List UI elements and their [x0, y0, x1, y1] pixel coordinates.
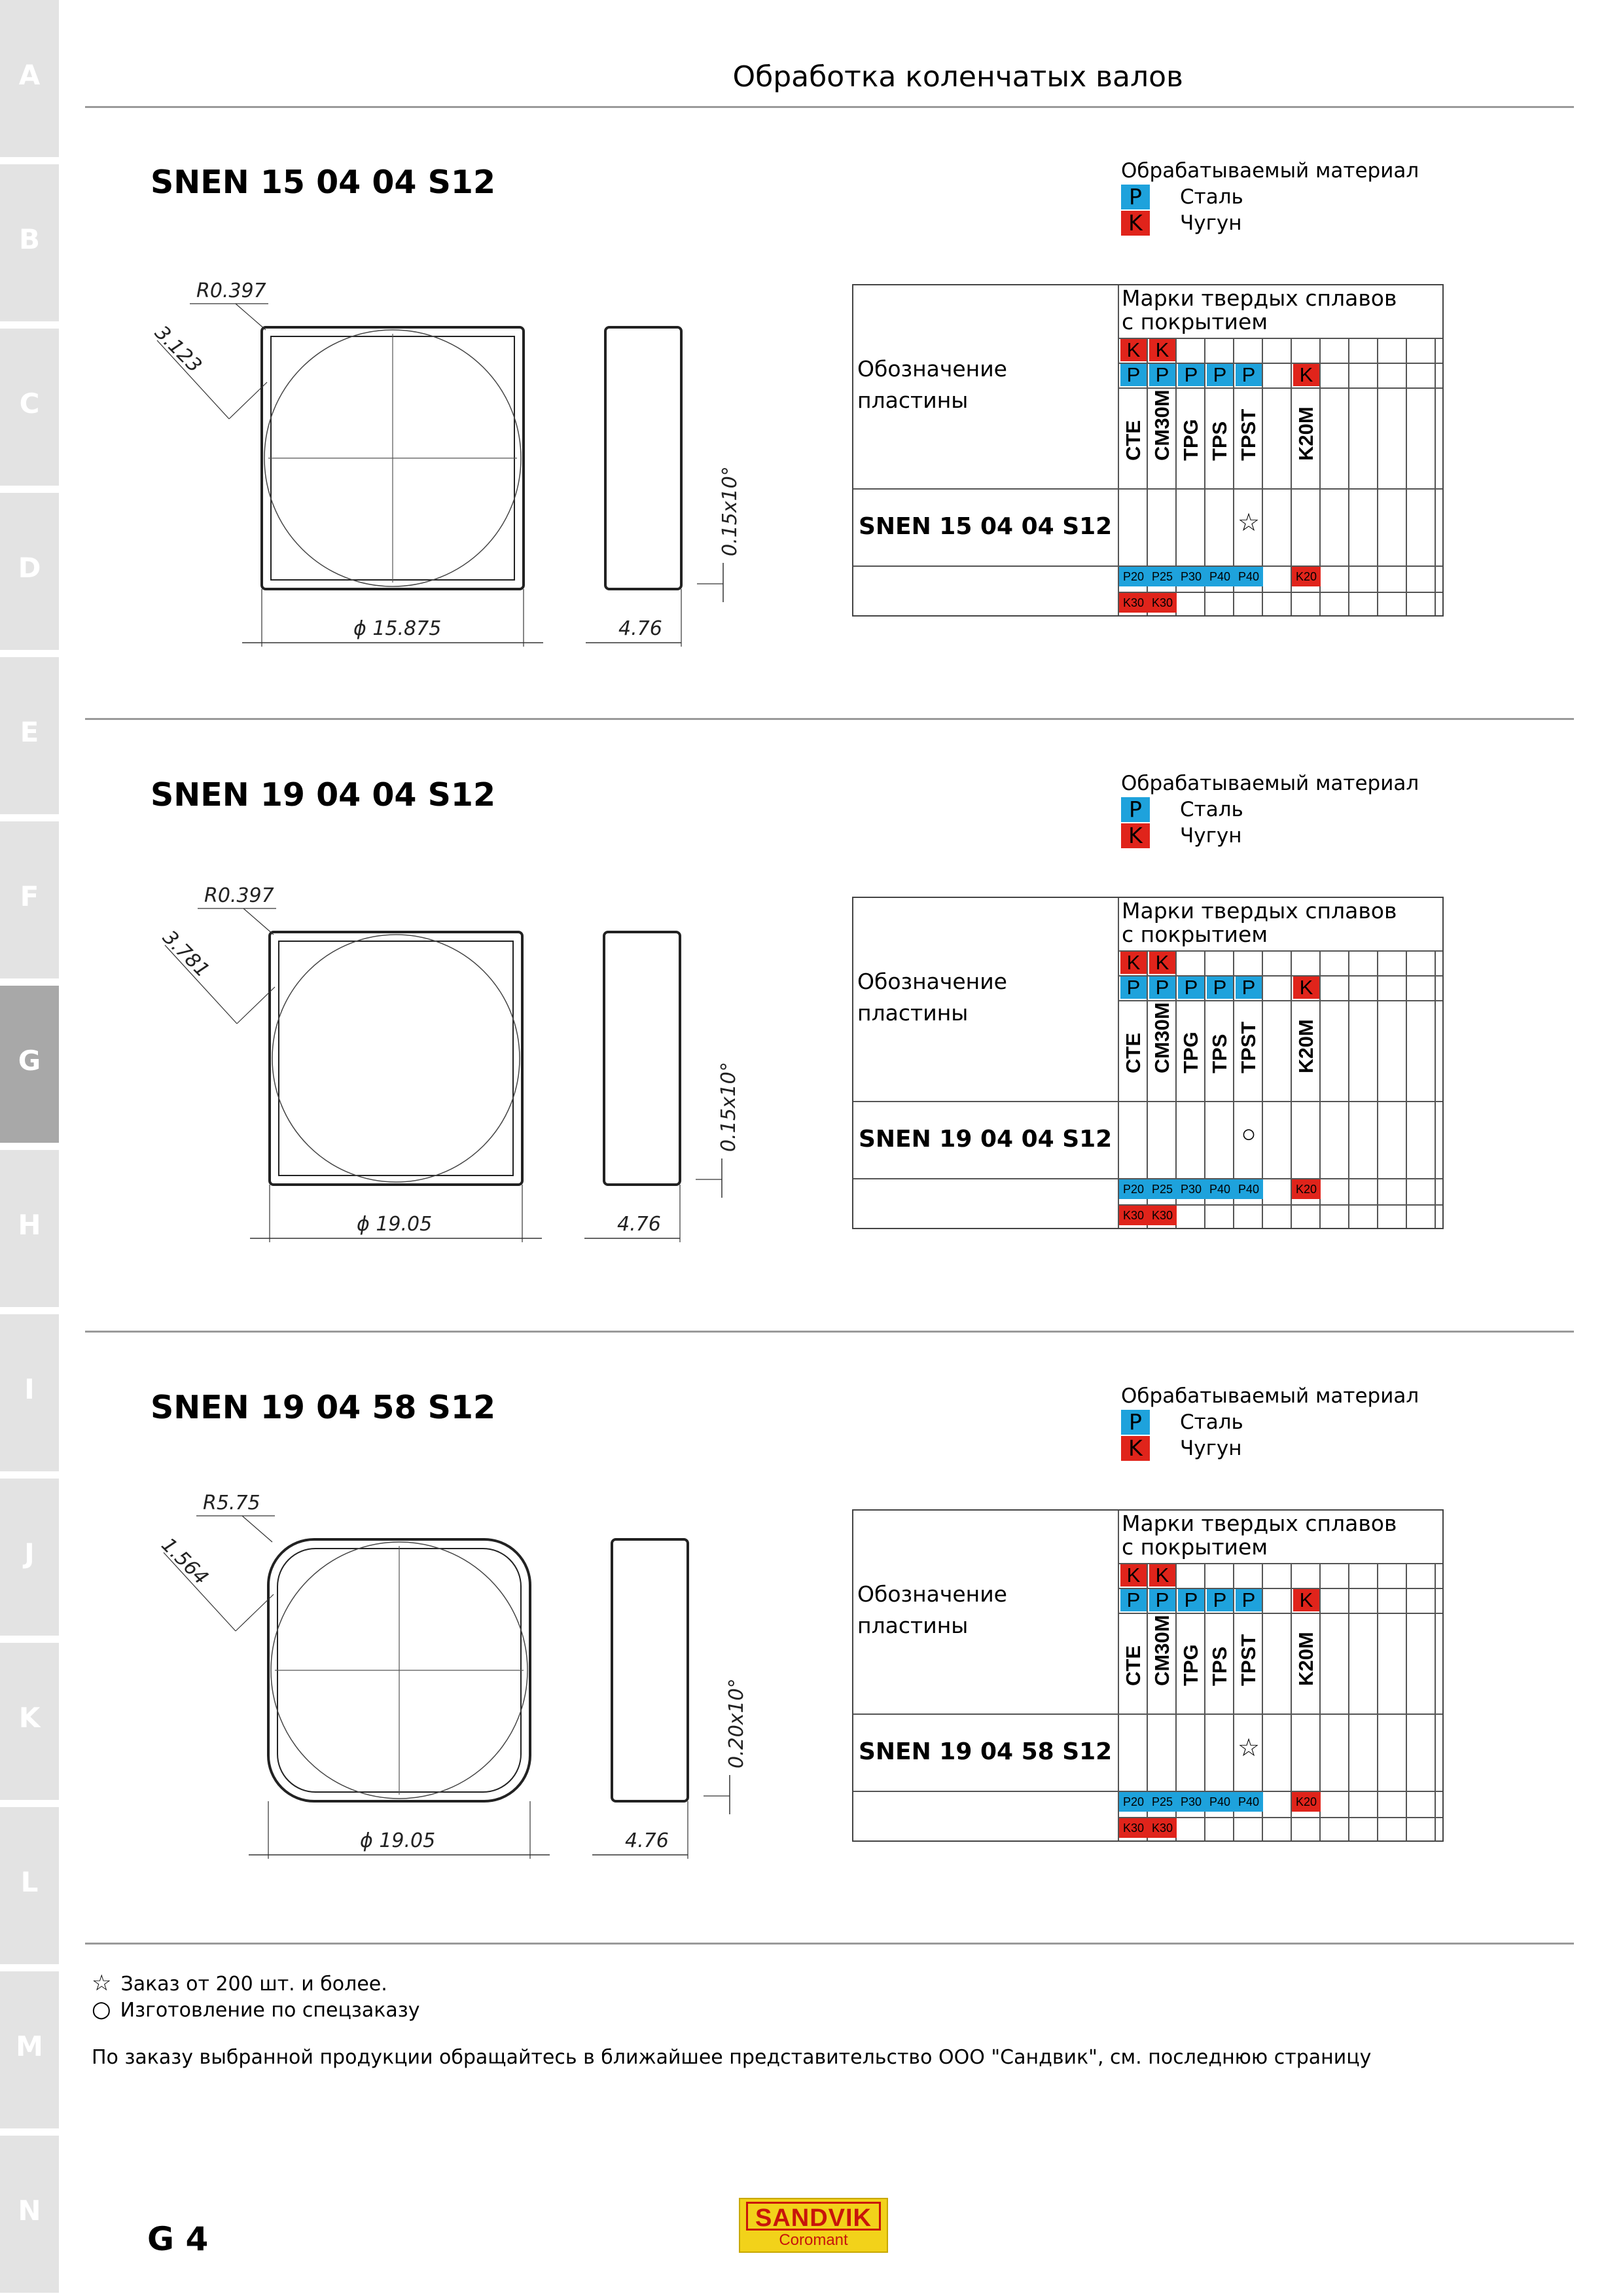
grade-name [1205, 386, 1234, 484]
grade-iso-badge: P [1120, 977, 1147, 999]
grade-iso-badge: P [1178, 977, 1204, 999]
grade-iso-badge: P [1120, 1589, 1147, 1611]
insert-code: SNEN 15 04 04 S12 [859, 513, 1113, 540]
legend-item [1121, 184, 1419, 210]
radius-leader [243, 908, 274, 935]
grade-name-text: CTE [1122, 1645, 1145, 1686]
insert-code: SNEN 19 04 04 S12 [859, 1126, 1113, 1153]
designation-label: пластины [857, 387, 969, 413]
iso-range-p: P25 [1148, 1792, 1177, 1812]
insert-side-view [612, 1539, 688, 1801]
radius-leader [236, 304, 266, 330]
legend-item [1121, 1435, 1419, 1462]
table-rule [1377, 338, 1378, 615]
tab-l[interactable]: L [0, 1807, 59, 1964]
insert-code: SNEN 19 04 58 S12 [859, 1738, 1113, 1765]
diameter-dim: ϕ 15.875 [353, 617, 442, 640]
grade-name-text: TPST [1237, 408, 1260, 461]
grade-name [1292, 386, 1321, 484]
edge-dim: 0.15x10° [719, 466, 741, 556]
iso-range-k: K30 [1119, 593, 1148, 613]
material-code-badge: P [1121, 1410, 1150, 1435]
tab-m[interactable]: M [0, 1971, 59, 2128]
legend-item [1121, 823, 1419, 849]
grades-header: Марки твердых сплавов [1122, 898, 1397, 924]
footnote-star [92, 1970, 387, 1996]
iso-range-p: K20 [1292, 567, 1321, 586]
table-rule [1406, 950, 1407, 1228]
page-number: G 4 [147, 2220, 209, 2258]
logo-subtext: Coromant [779, 2231, 848, 2249]
diameter-dim: ϕ 19.05 [357, 1213, 433, 1236]
material-label: Сталь [1180, 185, 1243, 209]
designation-label: Обозначение [857, 1581, 1007, 1607]
grade-name [1177, 386, 1205, 484]
material-legend [1121, 770, 1419, 849]
legend-title: Обрабатываемый материал [1121, 772, 1419, 795]
tab-h[interactable]: H [0, 1150, 59, 1307]
material-label: Сталь [1180, 1410, 1243, 1434]
insert-inner-outline [279, 941, 513, 1175]
iso-range-k: K30 [1119, 1206, 1148, 1225]
material-label: Сталь [1180, 798, 1243, 821]
table-rule [1435, 338, 1436, 615]
insert-side-view [605, 327, 681, 589]
grade-iso-badge: P [1120, 364, 1147, 386]
tab-i[interactable]: I [0, 1314, 59, 1471]
grade-name-text: TPG [1179, 1031, 1202, 1073]
table-rule [1348, 338, 1349, 615]
designation-label: Обозначение [857, 356, 1007, 382]
grade-iso-badge: P [1207, 1589, 1233, 1611]
legend-item [1121, 1409, 1419, 1435]
table-rule [1377, 950, 1378, 1228]
grade-k-badge: K [1120, 952, 1147, 974]
table-rule [853, 1101, 1442, 1102]
insert-outline [270, 932, 522, 1185]
legend-title: Обрабатываемый материал [1121, 159, 1419, 183]
table-rule [853, 488, 1442, 490]
grade-name-text: TPS [1208, 1646, 1231, 1686]
grades-header: с покрытием [1122, 922, 1268, 947]
grade-name-text: TPST [1237, 1634, 1260, 1686]
table-rule [1406, 338, 1407, 615]
grade-name-text: K20M [1294, 1632, 1317, 1686]
insert-side-view [604, 932, 680, 1185]
iso-range-k: K30 [1148, 1206, 1177, 1225]
iso-range-p: P40 [1205, 1179, 1234, 1199]
material-code-badge: K [1121, 1436, 1150, 1461]
page-title: Обработка коленчатых валов [732, 60, 1183, 94]
table-rule [1435, 1563, 1436, 1840]
tab-k[interactable]: K [0, 1643, 59, 1800]
grade-name [1119, 999, 1148, 1097]
grade-name [1148, 386, 1177, 484]
iso-range-p: P20 [1119, 1792, 1148, 1812]
grade-iso-badge: P [1149, 977, 1175, 999]
chamfer-dim: 1.564 [156, 1533, 213, 1590]
tab-b[interactable]: B [0, 164, 59, 321]
iso-range-p: P30 [1177, 1179, 1205, 1199]
star-icon: ☆ [92, 1970, 112, 1996]
iso-range-p: K20 [1292, 1792, 1321, 1812]
material-code-badge: P [1121, 185, 1150, 209]
grade-k-badge: K [1120, 339, 1147, 361]
grade-k-badge: K [1149, 339, 1175, 361]
grade-name [1292, 1611, 1321, 1710]
grade-name-text: K20M [1294, 1019, 1317, 1073]
grade-table [852, 284, 1444, 617]
iso-range-k: K30 [1148, 1818, 1177, 1838]
table-rule [853, 1713, 1442, 1715]
sandvik-logo [739, 2198, 888, 2253]
grade-iso-badge: P [1178, 364, 1204, 386]
iso-range-p: P20 [1119, 1179, 1148, 1199]
edge-dim: 0.15x10° [717, 1062, 740, 1152]
chamfer-dim: 3.123 [150, 321, 206, 378]
diameter-dim: ϕ 19.05 [360, 1829, 436, 1852]
radius-dim: R0.397 [204, 884, 274, 907]
grade-name [1205, 1611, 1234, 1710]
table-rule [1406, 1563, 1407, 1840]
material-code-badge: P [1121, 797, 1150, 822]
material-code-badge: K [1121, 211, 1150, 236]
grade-k-badge: K [1120, 1564, 1147, 1587]
grade-table [852, 897, 1444, 1229]
footnote-star-text: Заказ от 200 шт. и более. [120, 1973, 387, 1996]
iso-range-p: P20 [1119, 567, 1148, 586]
grade-name-text: TPS [1208, 1033, 1231, 1073]
grade-name-text: TPST [1237, 1021, 1260, 1073]
grade-iso-badge: P [1236, 977, 1262, 999]
grade-name [1234, 386, 1263, 484]
grade-k-badge: K [1149, 1564, 1175, 1587]
grade-name [1234, 999, 1263, 1097]
material-legend [1121, 1383, 1419, 1462]
iso-range-p: P40 [1234, 1792, 1263, 1812]
grade-name-text: CM30M [1150, 1615, 1173, 1686]
logo-text: SANDVIK [746, 2202, 881, 2231]
insert-title: SNEN 15 04 04 S12 [151, 164, 496, 201]
grade-table [852, 1509, 1444, 1842]
grades-header: с покрытием [1122, 1534, 1268, 1560]
header-divider [85, 106, 1574, 108]
thickness-dim: 4.76 [625, 1829, 669, 1852]
iso-range-p: P40 [1234, 567, 1263, 586]
table-rule [1377, 1563, 1378, 1840]
grade-name [1234, 1611, 1263, 1710]
grade-iso-badge: P [1207, 364, 1233, 386]
grade-name [1177, 1611, 1205, 1710]
availability-symbol: ☆ [1237, 509, 1260, 537]
material-legend [1121, 158, 1419, 236]
designation-label: пластины [857, 1613, 969, 1638]
iso-range-p: P40 [1205, 1792, 1234, 1812]
thickness-dim: 4.76 [618, 617, 662, 640]
grade-name-text: CM30M [1150, 1002, 1173, 1073]
radius-dim: R5.75 [203, 1492, 260, 1515]
grade-iso-badge: P [1149, 1589, 1175, 1611]
grade-iso-badge: K [1293, 364, 1319, 386]
iso-range-p: K20 [1292, 1179, 1321, 1199]
grades-header: Марки твердых сплавов [1122, 1511, 1397, 1536]
insert-title: SNEN 19 04 58 S12 [151, 1389, 496, 1426]
grade-name [1148, 1611, 1177, 1710]
grade-name-text: TPS [1208, 421, 1231, 461]
grade-name [1119, 386, 1148, 484]
grade-name-text: CM30M [1150, 389, 1173, 461]
designation-label: Обозначение [857, 969, 1007, 994]
iso-range-p: P25 [1148, 1179, 1177, 1199]
grade-name-text: TPG [1179, 1644, 1202, 1686]
circle-icon: ○ [92, 1996, 111, 2022]
legend-title: Обрабатываемый материал [1121, 1384, 1419, 1408]
table-rule [1348, 1563, 1349, 1840]
designation-label: пластины [857, 1000, 969, 1026]
inscribed-circle [272, 935, 520, 1182]
grade-name [1148, 999, 1177, 1097]
iso-range-k: K30 [1148, 593, 1177, 613]
order-note: По заказу выбранной продукции обращайтесь в ближайшее представительство ООО "Сандвик", см. последнюю страницу [92, 2046, 1372, 2069]
grade-iso-badge: P [1207, 977, 1233, 999]
table-rule [1435, 950, 1436, 1228]
tab-e[interactable]: E [0, 657, 59, 814]
material-label: Чугун [1180, 1437, 1242, 1460]
grade-iso-badge: P [1178, 1589, 1204, 1611]
legend-item [1121, 797, 1419, 823]
legend-item [1121, 210, 1419, 236]
grade-iso-badge: P [1236, 1589, 1262, 1611]
availability-symbol: ☆ [1237, 1734, 1260, 1762]
availability-symbol: ○ [1241, 1121, 1257, 1148]
iso-range-p: P30 [1177, 1792, 1205, 1812]
radius-leader [242, 1516, 272, 1542]
insert-title: SNEN 19 04 04 S12 [151, 776, 496, 814]
grade-iso-badge: P [1236, 364, 1262, 386]
grade-name-text: CTE [1122, 420, 1145, 461]
grade-name-text: TPG [1179, 419, 1202, 461]
table-rule [1348, 950, 1349, 1228]
grade-k-badge: K [1149, 952, 1175, 974]
footnote-circle [92, 1996, 419, 2022]
material-label: Чугун [1180, 824, 1242, 848]
tab-a[interactable]: A [0, 0, 59, 157]
grade-iso-badge: K [1293, 977, 1319, 999]
material-code-badge: K [1121, 823, 1150, 848]
iso-range-k: K30 [1119, 1818, 1148, 1838]
tab-g[interactable]: G [0, 986, 59, 1143]
grade-name-text: K20M [1294, 406, 1317, 461]
insert-drawing [131, 1487, 785, 1945]
edge-dim: 0.20x10° [725, 1678, 748, 1768]
thickness-dim: 4.76 [617, 1213, 661, 1236]
iso-range-p: P40 [1205, 567, 1234, 586]
grade-iso-badge: K [1293, 1589, 1319, 1611]
tab-c[interactable]: C [0, 329, 59, 486]
tab-n[interactable]: N [0, 2136, 59, 2293]
grades-header: с покрытием [1122, 309, 1268, 334]
grade-name [1119, 1611, 1148, 1710]
grade-name [1292, 999, 1321, 1097]
grade-name [1205, 999, 1234, 1097]
grade-name-text: CTE [1122, 1033, 1145, 1073]
grade-iso-badge: P [1149, 364, 1175, 386]
tab-f[interactable]: F [0, 821, 59, 978]
material-label: Чугун [1180, 211, 1242, 235]
footnote-circle-text: Изготовление по спецзаказу [120, 1999, 420, 2022]
grades-header: Марки твердых сплавов [1122, 285, 1397, 311]
iso-range-p: P30 [1177, 567, 1205, 586]
radius-dim: R0.397 [196, 279, 266, 302]
tab-d[interactable]: D [0, 493, 59, 650]
grade-name [1177, 999, 1205, 1097]
tab-j[interactable]: J [0, 1479, 59, 1636]
iso-range-p: P40 [1234, 1179, 1263, 1199]
chamfer-dim: 3.781 [158, 925, 214, 982]
insert-drawing [131, 874, 785, 1333]
insert-drawing [131, 262, 785, 720]
iso-range-p: P25 [1148, 567, 1177, 586]
